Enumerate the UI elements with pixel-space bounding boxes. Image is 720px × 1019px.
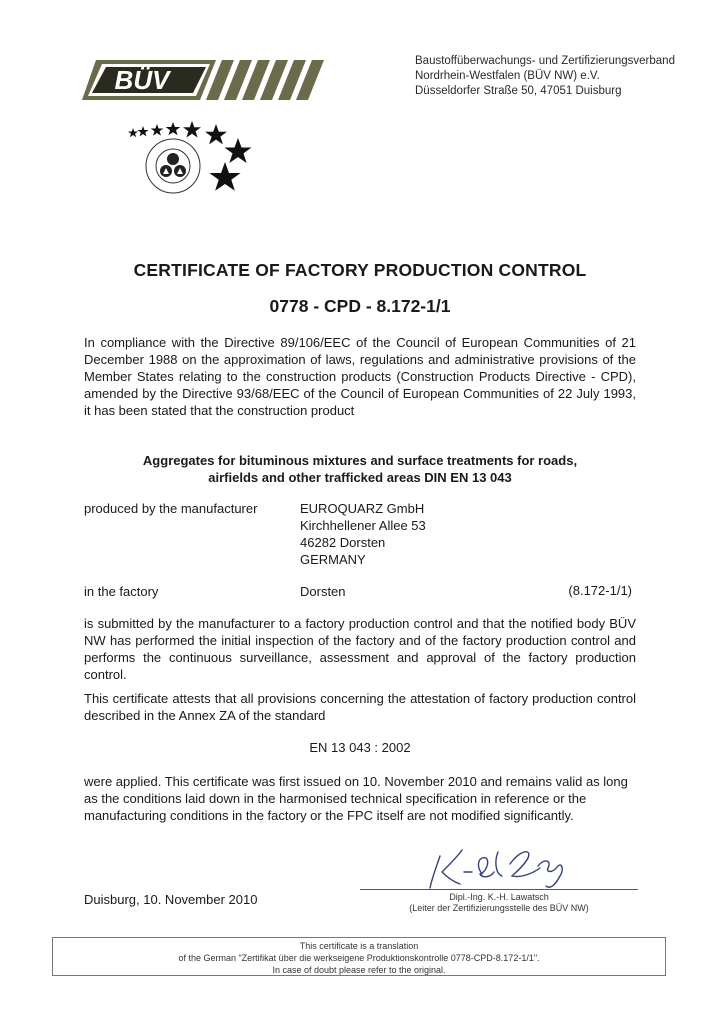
star-icon [183, 121, 201, 138]
product-line: airfields and other trafficked areas DIN EN 13 043 [208, 470, 512, 485]
signatory-name: Dipl.-Ing. K.-H. Lawatsch [449, 892, 549, 902]
attestation-paragraph: This certificate attests that all provisions concerning the attestation of factory production control described in the Annex ZA of the standard [84, 691, 636, 723]
star-icon [166, 122, 181, 135]
manufacturer-label: produced by the manufacturer [84, 501, 258, 516]
footer-line: of the German "Zertifikat über die werkseigene Produktionskontrolle 0778-CPD-8.172-1/1". [178, 953, 540, 963]
translation-note [52, 937, 666, 976]
organisation-address [415, 54, 675, 99]
product-line: Aggregates for bituminous mixtures and surface treatments for roads, [142, 453, 578, 468]
factory-name: Dorsten [300, 584, 346, 599]
signatory [360, 892, 638, 914]
star-icon [209, 162, 240, 191]
buv-logo [82, 56, 327, 109]
footer-line: In case of doubt please refer to the original. [272, 965, 446, 975]
address-line: EUROQUARZ GmbH [300, 501, 425, 516]
org-line: Nordrhein-Westfalen (BÜV NW) e.V. [415, 70, 600, 82]
logo-text: BÜV [114, 65, 170, 95]
star-icon [128, 128, 138, 137]
submission-paragraph: is submitted by the manufacturer to a factory production control and that the notified body BÜV NW has performed the initial inspection of the factory and of the factory production control and performs the continuous surveillance, assessment and approval of the factory production control. [84, 616, 636, 682]
standard-reference: EN 13 043 : 2002 [309, 740, 411, 755]
star-icon [151, 124, 164, 136]
address-line: 46282 Dorsten [300, 535, 386, 550]
intro-paragraph: In compliance with the Directive 89/106/EEC of the Council of European Communities of 21 December 1988 on the approximation of laws, regulations and administrative provisions of the Member States relating to the construction products (Construction Products Directive - CPD), amended by the Directive 93/68/EEC of the Council of European Communities of 22 July 1993, it has been stated that the construction product [84, 335, 636, 418]
signatory-role: (Leiter der Zertifizierungsstelle des BÜV NW) [409, 903, 589, 913]
place-date: Duisburg, 10. November 2010 [84, 892, 258, 907]
quality-seal [126, 118, 261, 205]
star-icon [225, 138, 252, 163]
certificate-number: 0778 - CPD - 8.172-1/1 [269, 296, 451, 316]
org-line: Baustoffüberwachungs- und Zertifizierungsverband [415, 55, 675, 67]
footer-line: This certificate is a translation [299, 941, 419, 951]
address-line: GERMANY [300, 552, 366, 567]
factory-code: (8.172-1/1) [568, 583, 632, 598]
star-icon [205, 124, 227, 144]
signature-line [360, 889, 638, 890]
address-line: Kirchhellener Allee 53 [300, 518, 426, 533]
factory-label: in the factory [84, 584, 159, 599]
org-line: Düsseldorfer Straße 50, 47051 Duisburg [415, 85, 622, 97]
validity-paragraph: were applied. This certificate was first issued on 10. November 2010 and remains valid as long as the conditions laid down in the harmonised technical specification in reference or the manufacturing conditions in the factory or the FPC itself are not modified significantly. [84, 774, 628, 823]
manufacturer-address [300, 500, 426, 568]
star-icon [137, 126, 148, 137]
product-description [84, 452, 636, 486]
certificate-title: CERTIFICATE OF FACTORY PRODUCTION CONTROL [133, 260, 587, 280]
